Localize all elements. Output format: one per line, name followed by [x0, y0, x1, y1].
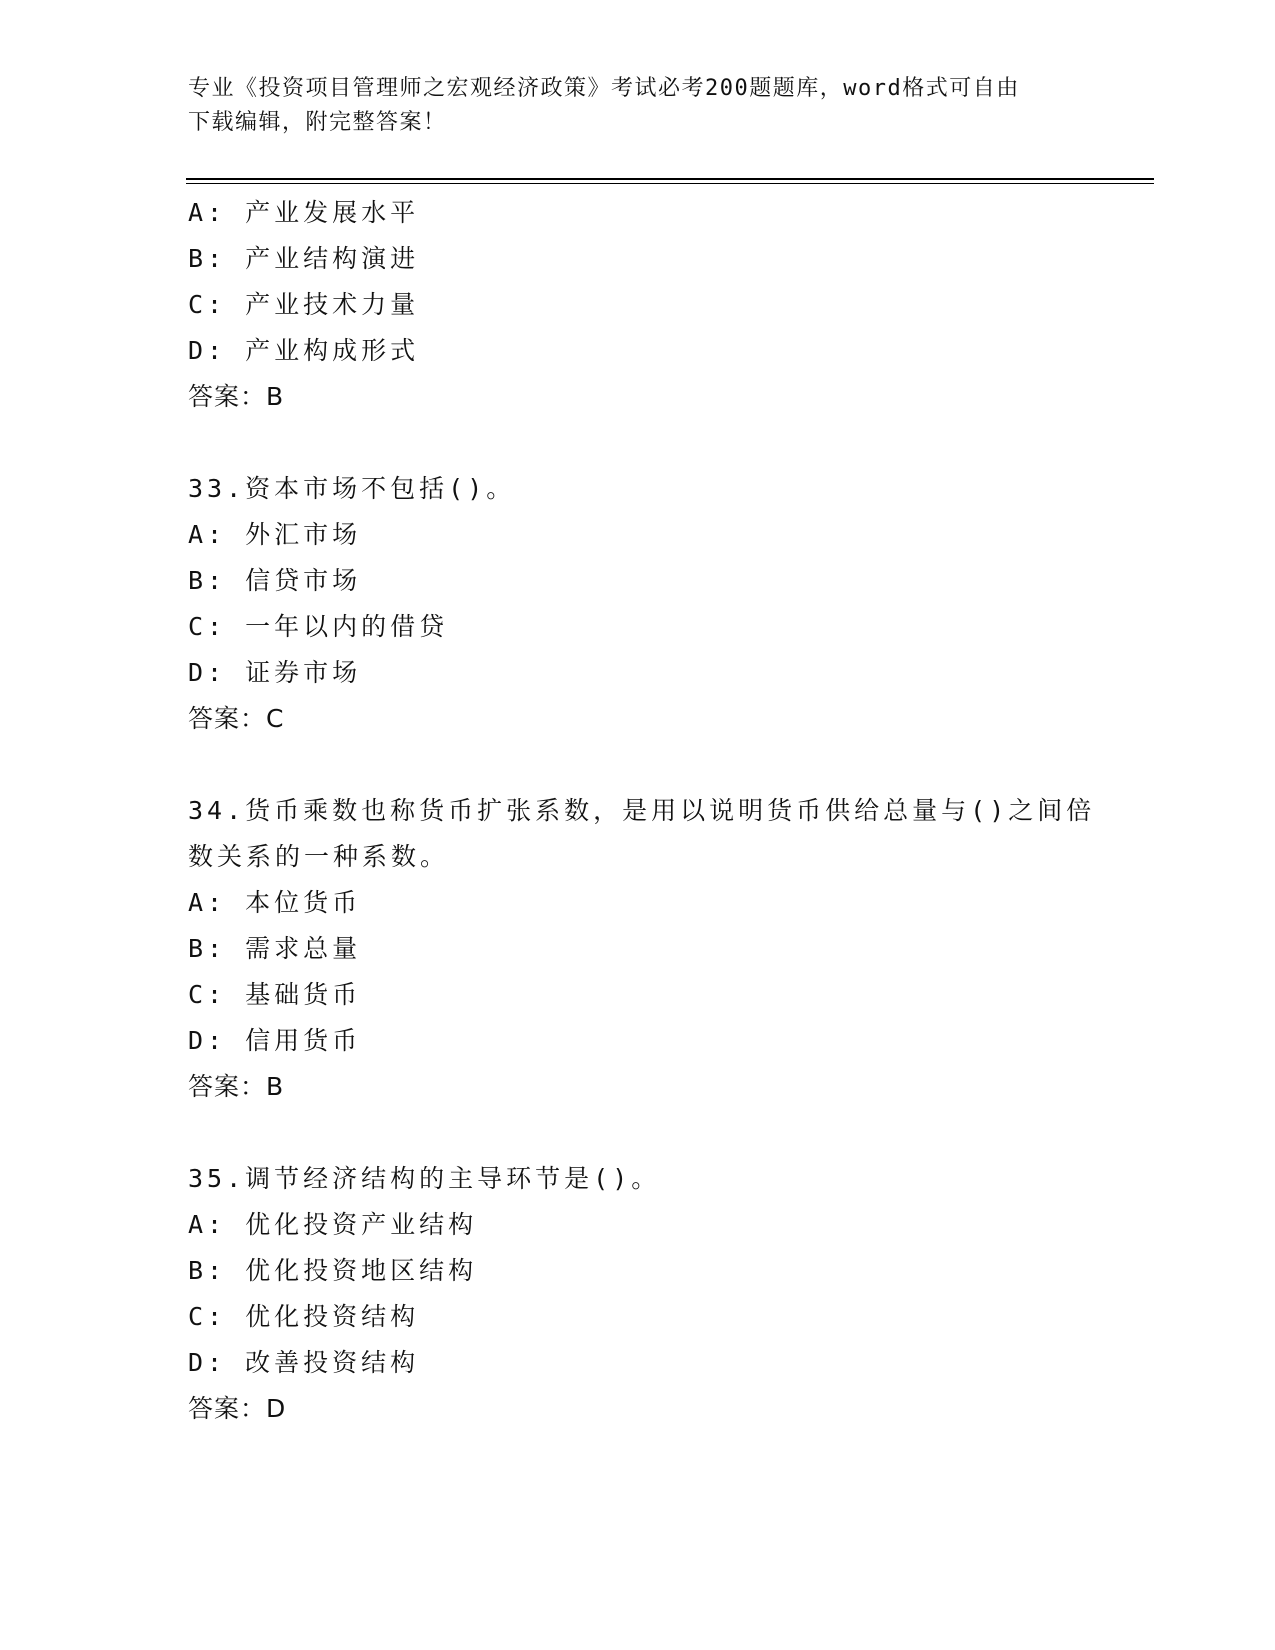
spacer [188, 742, 1088, 788]
option-d: D: 信用货币 [188, 1026, 362, 1055]
option-d: D: 改善投资结构 [188, 1348, 420, 1377]
question-stem: 33.资本市场不包括()。 [188, 474, 516, 503]
option-c: C: 一年以内的借贷 [188, 612, 449, 641]
option-c: C: 基础货币 [188, 980, 362, 1009]
header-line-1: 专业《投资项目管理师之宏观经济政策》考试必考200题题库，word格式可自由 [188, 76, 1020, 101]
header-divider [186, 178, 1154, 180]
option-b: B: 产业结构演进 [188, 244, 420, 273]
spacer [188, 420, 1088, 466]
option-a: A: 外汇市场 [188, 520, 362, 549]
question-block-33 [188, 466, 1088, 742]
answer-line: 答案：C [188, 704, 285, 733]
option-d: D: 证券市场 [188, 658, 362, 687]
option-b: B: 信贷市场 [188, 566, 362, 595]
header-line-2: 下载编辑，附完整答案！ [188, 110, 447, 135]
option-b: B: 需求总量 [188, 934, 362, 963]
option-c: C: 产业技术力量 [188, 290, 420, 319]
option-a: A: 优化投资产业结构 [188, 1210, 478, 1239]
option-a: A: 产业发展水平 [188, 198, 420, 227]
option-c: C: 优化投资结构 [188, 1302, 420, 1331]
document-header [188, 72, 1088, 140]
option-d: D: 产业构成形式 [188, 336, 420, 365]
option-b: B: 优化投资地区结构 [188, 1256, 478, 1285]
answer-line: 答案：D [188, 1394, 287, 1423]
question-stem-continued: 数关系的一种系数。 [188, 842, 450, 871]
question-stem: 35.调节经济结构的主导环节是()。 [188, 1164, 661, 1193]
spacer [188, 1110, 1088, 1156]
answer-line: 答案：B [188, 1072, 285, 1101]
question-block-32 [188, 190, 1088, 420]
option-a: A: 本位货币 [188, 888, 362, 917]
question-content [188, 190, 1096, 1432]
answer-line: 答案：B [188, 382, 285, 411]
question-stem: 34.货币乘数也称货币扩张系数，是用以说明货币供给总量与()之间倍 [188, 796, 1096, 825]
header-divider-thin [186, 183, 1154, 184]
question-block-35 [188, 1156, 1088, 1432]
question-block-34 [188, 788, 1096, 1110]
